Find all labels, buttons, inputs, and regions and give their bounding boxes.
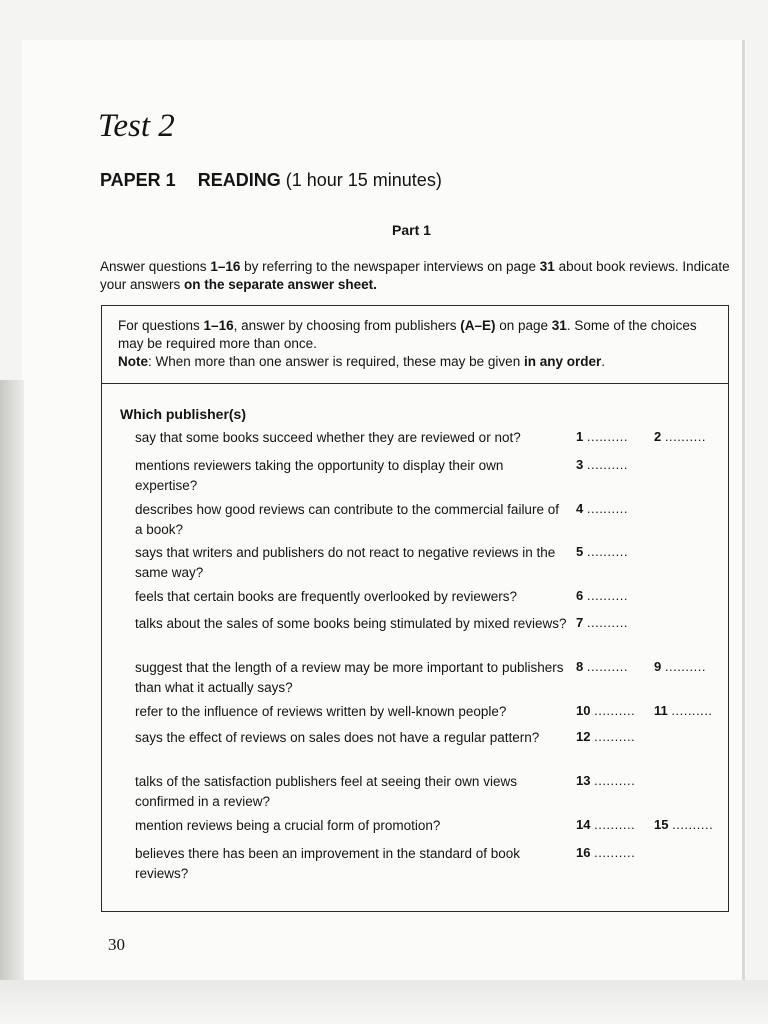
instructions-text: For questions: [118, 318, 204, 333]
instructions-range: 1–16: [203, 318, 234, 333]
answer-slot: [576, 773, 635, 788]
intro-question-range: 1–16: [210, 259, 241, 274]
answer-blank: ..........: [586, 457, 628, 472]
question-text: says the effect of reviews on sales does not have a regular pattern?: [135, 730, 540, 745]
scan-shadow-left: [0, 380, 24, 990]
which-heading: Which publisher(s): [120, 406, 246, 422]
answer-slot: [576, 588, 628, 603]
intro-text: about book reviews. Indicate your answers: [100, 259, 730, 292]
question-text: talks of the satisfaction publishers feel at seeing their own views confirmed in a review?: [135, 774, 517, 809]
answer-slot: [576, 457, 628, 472]
answer-slot: [576, 429, 628, 444]
answer-slot: [654, 817, 713, 832]
question-text: believes there has been an improvement in the standard of book reviews?: [135, 846, 520, 881]
intro-paragraph: [100, 258, 740, 294]
question-text: refer to the influence of reviews written by well-known people?: [135, 704, 507, 719]
question-text: talks about the sales of some books being stimulated by mixed reviews?: [135, 616, 567, 631]
answer-number: 4: [576, 501, 584, 516]
question-text: mentions reviewers taking the opportunity to display their own expertise?: [135, 458, 504, 493]
test-title: Test 2: [98, 108, 175, 144]
paper-label: PAPER 1: [100, 170, 176, 190]
page-number: 30: [108, 935, 125, 954]
scan-shadow-bottom: [0, 980, 768, 1024]
note-text: .: [601, 354, 605, 369]
answer-slot: [576, 544, 628, 559]
question-text: feels that certain books are frequently overlooked by reviewers?: [135, 589, 517, 604]
answer-blank: ..........: [594, 773, 636, 788]
answer-number: 15: [654, 817, 669, 832]
answer-number: 8: [576, 659, 584, 674]
answer-blank: ..........: [672, 817, 714, 832]
answer-slot: [654, 703, 713, 718]
answer-number: 7: [576, 615, 584, 630]
question-text: say that some books succeed whether they are reviewed or not?: [135, 430, 521, 445]
question-text: mention reviews being a crucial form of promotion?: [135, 818, 441, 833]
answer-number: 9: [654, 659, 662, 674]
reading-label: READING: [197, 170, 281, 190]
instructions-options: (A–E): [460, 318, 496, 333]
answer-slot: [576, 501, 628, 516]
answer-number: 10: [576, 703, 591, 718]
answer-slot: [576, 817, 635, 832]
answer-blank: ..........: [586, 429, 628, 444]
answer-blank: ..........: [594, 817, 636, 832]
scan-edge-right: [742, 40, 745, 990]
answer-blank: ..........: [664, 659, 706, 674]
instructions: [102, 306, 728, 384]
instructions-text: , answer by choosing from publishers: [233, 318, 461, 333]
answer-slot: [576, 659, 628, 674]
answer-blank: ..........: [594, 703, 636, 718]
intro-text: by referring to the newspaper interviews on page: [240, 259, 540, 274]
answer-number: 5: [576, 544, 584, 559]
question-text: describes how good reviews can contribute to the commercial failure of a book?: [135, 502, 559, 537]
part-title: Part 1: [392, 222, 431, 238]
answer-number: 3: [576, 457, 584, 472]
instructions-page-ref: 31: [551, 318, 567, 333]
instructions-text: . Some of the choices may be required more than once.: [118, 318, 697, 351]
answer-blank: ..........: [594, 845, 636, 860]
answer-blank: ..........: [664, 429, 706, 444]
duration: (1 hour 15 minutes): [285, 170, 442, 190]
answer-slot: [654, 429, 706, 444]
note-text: : When more than one answer is required, these may be given: [148, 354, 524, 369]
note-label: Note: [118, 354, 148, 369]
answer-number: 6: [576, 588, 584, 603]
intro-page-ref: 31: [539, 259, 555, 274]
question-box: [101, 305, 729, 912]
answer-blank: ..........: [586, 659, 628, 674]
answer-number: 12: [576, 729, 591, 744]
note-emphasis: in any order: [523, 354, 602, 369]
answer-number: 2: [654, 429, 662, 444]
answer-number: 14: [576, 817, 591, 832]
answer-slot: [576, 703, 635, 718]
answer-number: 11: [654, 703, 668, 718]
intro-answer-sheet: on the separate answer sheet.: [184, 277, 377, 292]
answer-blank: ..........: [671, 703, 713, 718]
answer-slot: [576, 615, 628, 630]
question-text: says that writers and publishers do not react to negative reviews in the same way?: [135, 545, 556, 580]
answer-number: 13: [576, 773, 591, 788]
answer-number: 1: [576, 429, 584, 444]
answer-slot: [576, 845, 635, 860]
answer-blank: ..........: [594, 729, 636, 744]
intro-text: Answer questions: [100, 259, 211, 274]
answer-blank: ..........: [586, 615, 628, 630]
question-text: suggest that the length of a review may be more important to publishers than what it actually says?: [135, 660, 564, 695]
instructions-text: on page: [495, 318, 552, 333]
paper-heading: [100, 170, 442, 191]
answer-number: 16: [576, 845, 591, 860]
answer-slot: [654, 659, 706, 674]
answer-blank: ..........: [586, 588, 628, 603]
answer-blank: ..........: [586, 501, 628, 516]
answer-slot: [576, 729, 635, 744]
answer-blank: ..........: [586, 544, 628, 559]
